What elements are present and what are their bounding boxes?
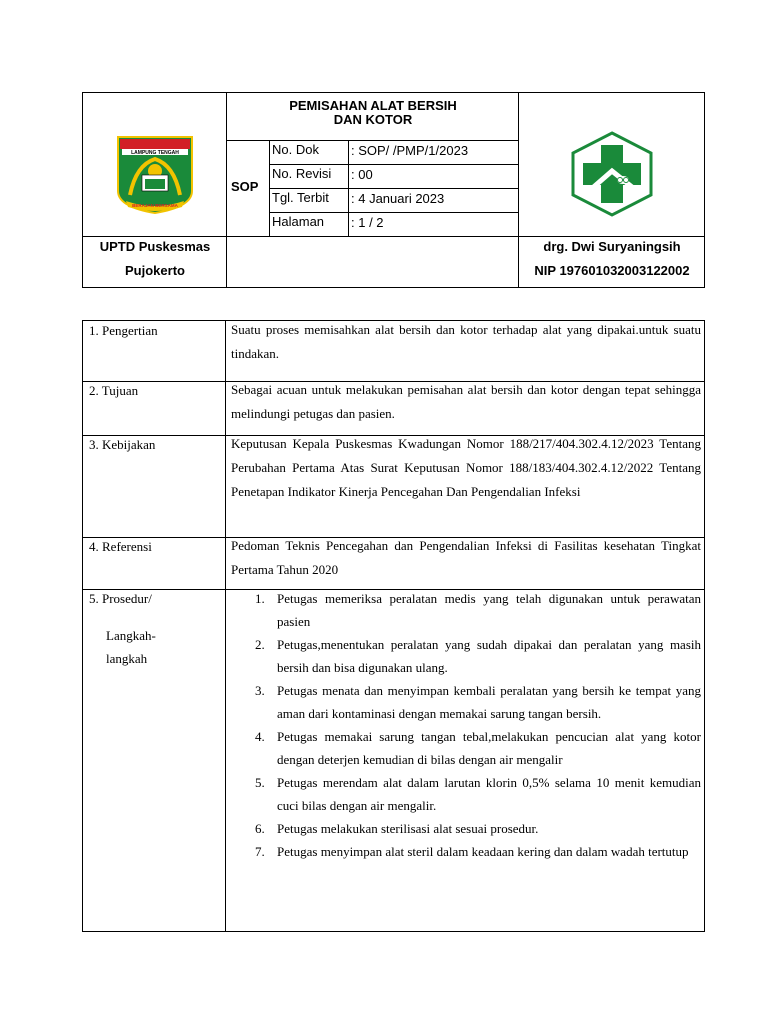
procedure-label-line1: 5. Prosedur/	[89, 591, 152, 606]
procedure-step	[231, 633, 701, 679]
procedure-step	[231, 587, 701, 633]
procedure-steps-list	[231, 587, 701, 863]
organization-name	[83, 235, 227, 283]
step-number: 6.	[255, 821, 265, 836]
meta-label-halaman: Halaman	[272, 214, 325, 229]
puskesmas-logo	[567, 131, 657, 222]
emblem-text-bottom: BERAJAN BERSAMA	[132, 203, 178, 208]
procedure-step	[231, 725, 701, 771]
step-number: 7.	[255, 844, 265, 859]
meta-label-no-dok: No. Dok	[272, 142, 319, 157]
document-title	[227, 99, 519, 127]
meta-value-halaman: : 1 / 2	[351, 215, 384, 230]
step-number: 3.	[255, 683, 265, 698]
step-text: Petugas menyimpan alat steril dalam keadaan kering dan dalam wadah tertutup	[277, 844, 689, 859]
section-text-referensi: Pedoman Teknis Pencegahan dan Pengendalian Infeksi di Fasilitas kesehatan Tingkat Pertama Tahun 2020	[231, 538, 701, 577]
lampung-tengah-emblem	[116, 135, 194, 220]
step-text: Petugas melakukan sterilisasi alat sesuai prosedur.	[277, 821, 539, 836]
organization-line2: Pujokerto	[125, 263, 185, 278]
procedure-label-line3: langkah	[106, 651, 148, 666]
section-label-kebijakan: 3. Kebijakan	[89, 437, 156, 452]
signatory	[519, 235, 705, 283]
step-text: Petugas memeriksa peralatan medis yang telah digunakan untuk perawatan pasien	[277, 591, 701, 629]
procedure-step	[231, 679, 701, 725]
step-number: 2.	[255, 637, 265, 652]
step-text: Petugas,menentukan peralatan yang sudah dipakai dan peralatan yang masih bersih dan bisa digunakan ulang.	[277, 637, 701, 675]
meta-label-tgl-terbit: Tgl. Terbit	[272, 190, 329, 205]
sop-content-table	[82, 320, 705, 932]
document-title-line2: DAN KOTOR	[333, 112, 413, 127]
signatory-nip: NIP 197601032003122002	[534, 263, 690, 278]
divider	[225, 321, 226, 931]
step-text: Petugas merendam alat dalam larutan klorin 0,5% selama 10 menit kemudian cuci bilas dengan air mengalir.	[277, 775, 701, 813]
meta-label-no-revisi: No. Revisi	[272, 166, 332, 181]
divider	[226, 140, 518, 141]
section-label-pengertian: 1. Pengertian	[89, 323, 158, 338]
sop-header-table	[82, 92, 705, 288]
divider	[269, 164, 518, 165]
meta-value-no-revisi: : 00	[351, 167, 373, 182]
signatory-name: drg. Dwi Suryaningsih	[543, 239, 681, 254]
meta-value-no-dok: : SOP/ /PMP/1/2023	[351, 143, 469, 158]
step-number: 5.	[255, 775, 265, 790]
section-text-kebijakan: Keputusan Kepala Puskesmas Kwadungan Nomor 188/217/404.302.4.12/2023 Tentang Perubahan Pertama Atas Surat Keputusan Nomor 188/183/404.302.4.12/2022 Tentang Penetapan Indikator Kinerja Pencegahan Dan Pengendalian Infeksi	[231, 436, 701, 499]
step-number: 4.	[255, 729, 265, 744]
organization-line1: UPTD Puskesmas	[99, 239, 211, 254]
divider	[269, 188, 518, 189]
section-text-tujuan: Sebagai acuan untuk melakukan pemisahan alat bersih dan kotor dengan tepat sehingga melindungi petugas dan pasien.	[231, 382, 701, 421]
step-number: 1.	[255, 591, 265, 606]
section-label-tujuan: 2. Tujuan	[89, 383, 139, 398]
step-text: Petugas memakai sarung tangan tebal,melakukan pencucian alat yang kotor dengan deterjen kemudian di bilas dengan air mengalir	[277, 729, 701, 767]
procedure-label-line2: Langkah-	[106, 628, 156, 643]
section-label-referensi: 4. Referensi	[89, 539, 152, 554]
sop-label: SOP	[231, 179, 259, 194]
procedure-step	[231, 771, 701, 817]
emblem-text-top: LAMPUNG TENGAH	[131, 150, 179, 156]
procedure-step	[231, 840, 701, 863]
meta-value-tgl-terbit: : 4 Januari 2023	[351, 191, 445, 206]
section-text-pengertian: Suatu proses memisahkan alat bersih dan kotor terhadap alat yang dipakai.untuk suatu tindakan.	[231, 322, 701, 361]
step-text: Petugas menata dan menyimpan kembali peralatan yang bersih ke tempat yang aman dari kontaminasi dengan memakai sarung tangan bersih.	[277, 683, 701, 721]
document-title-line1: PEMISAHAN ALAT BERSIH	[289, 98, 457, 113]
procedure-step	[231, 817, 701, 840]
divider	[269, 212, 518, 213]
